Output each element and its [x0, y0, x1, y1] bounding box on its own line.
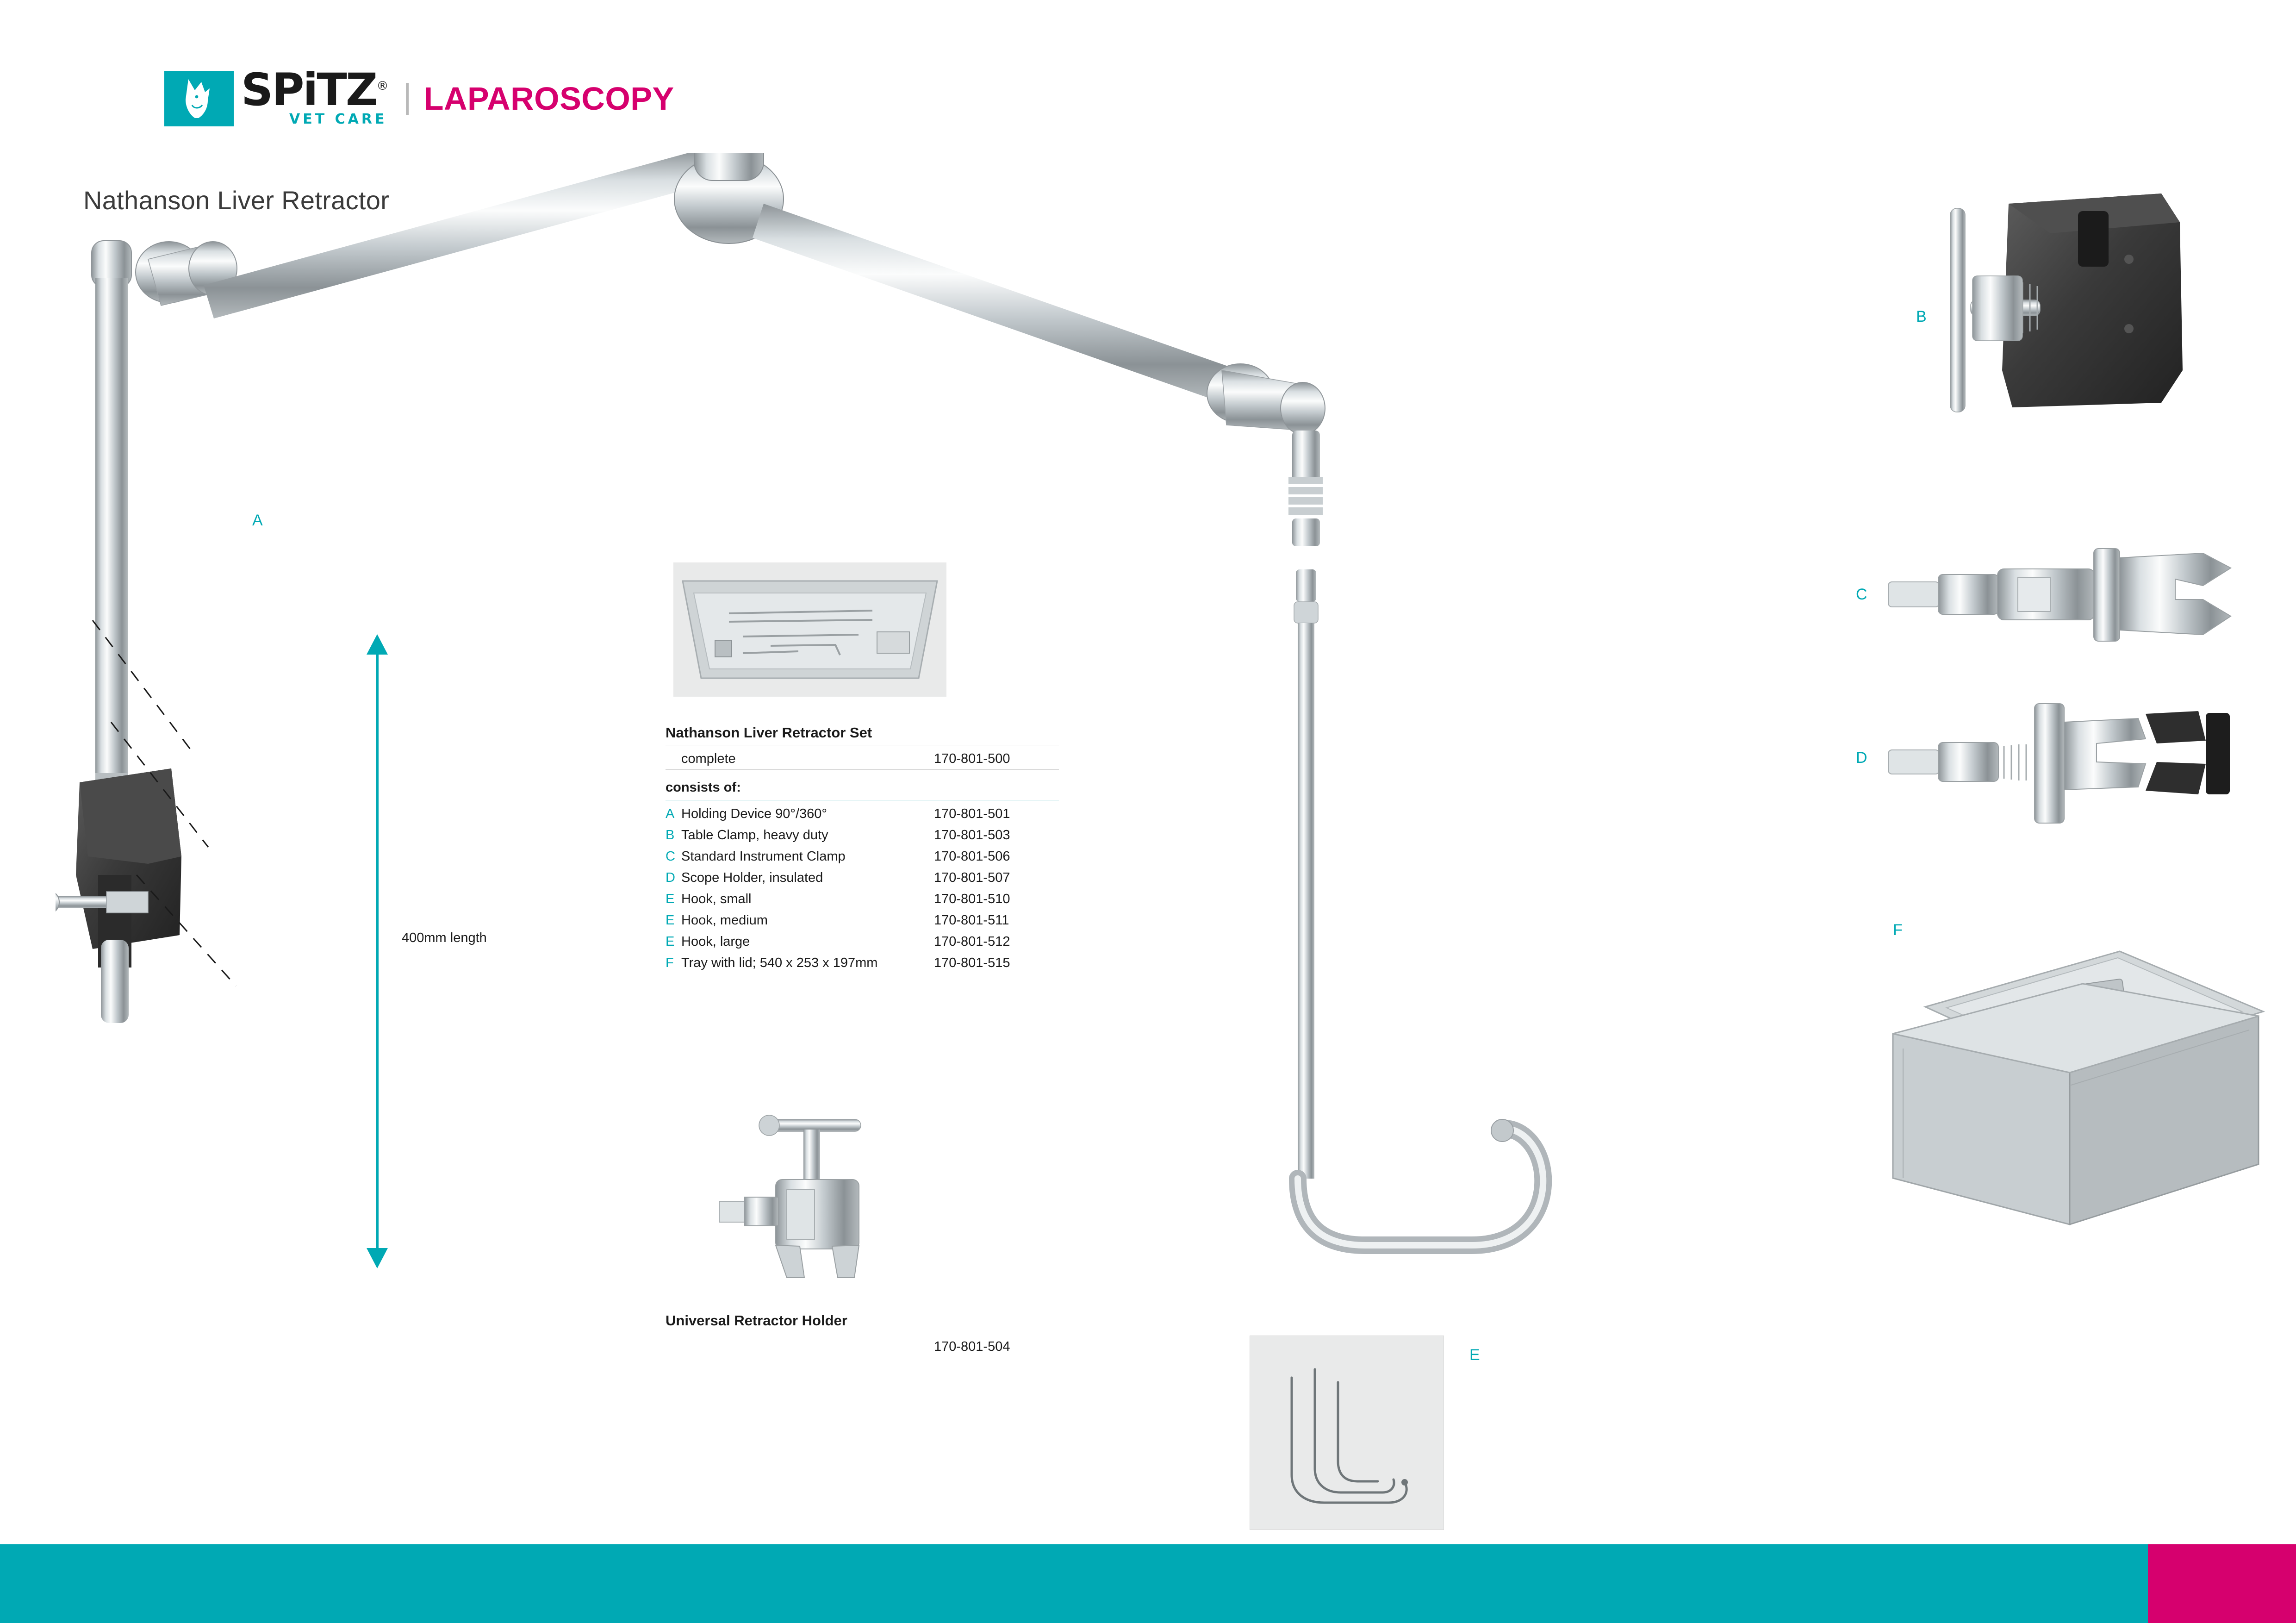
row-code: 170-801-503 — [934, 828, 1010, 843]
row-code: 170-801-501 — [934, 806, 1010, 821]
row-ref: E — [666, 934, 675, 949]
row-desc: Scope Holder, insulated — [681, 870, 823, 885]
row-desc: Hook, medium — [681, 913, 768, 928]
row-code: 170-801-507 — [934, 870, 1010, 885]
holder-table-title: Universal Retractor Holder — [666, 1312, 847, 1329]
hooks-thumbnail-image — [1250, 1336, 1444, 1529]
row-ref: E — [666, 913, 675, 928]
upper-right-arm — [753, 204, 1226, 400]
row-desc: Holding Device 90°/360° — [681, 806, 827, 821]
row-code: 170-801-504 — [934, 1339, 1010, 1354]
table-clamp-left — [56, 768, 181, 1023]
row-desc: Tray with lid; 540 x 253 x 197mm — [681, 955, 878, 970]
callout-c: C — [1856, 586, 1867, 603]
row-code: 170-801-506 — [934, 849, 1010, 864]
consists-of-label — [666, 773, 1059, 800]
table-row — [666, 952, 1059, 974]
callout-d: D — [1856, 749, 1867, 767]
dimension-arrow-400mm — [356, 634, 398, 1268]
footer-bar-pink — [2148, 1544, 2296, 1623]
divider — [666, 769, 1059, 770]
dimension-label: 400mm length — [402, 930, 487, 945]
table-row — [666, 931, 1059, 952]
table-row — [666, 803, 1059, 824]
table-row — [666, 910, 1059, 931]
row-code: 170-801-511 — [934, 913, 1009, 928]
brand-tagline: VET CARE — [289, 111, 387, 128]
table-row — [666, 867, 1059, 888]
consists-of-text: consists of: — [666, 780, 741, 795]
table-clamp-image — [1911, 185, 2226, 454]
vertical-post — [92, 241, 131, 792]
row-ref: E — [666, 892, 675, 906]
scope-holder-image — [1879, 694, 2272, 833]
holder-table — [666, 1312, 1059, 1357]
row-ref: C — [666, 849, 675, 864]
row-ref: D — [666, 870, 675, 885]
brand-name-text: SPiTZ — [241, 64, 377, 116]
tray-large-image — [1860, 900, 2277, 1271]
row-code: 170-801-512 — [934, 934, 1010, 949]
table-row — [666, 846, 1059, 867]
parts-table-title: Nathanson Liver Retractor Set — [666, 724, 872, 741]
hooks-thumbnail-box — [1250, 1336, 1444, 1530]
row-code: 170-801-510 — [934, 892, 1010, 906]
dog-head-icon — [181, 76, 217, 120]
page-title: Nathanson Liver Retractor — [83, 186, 390, 215]
upper-left-arm — [204, 153, 709, 318]
registered-mark: ® — [376, 79, 387, 93]
row-desc: Hook, small — [681, 892, 752, 906]
table-row-complete — [666, 748, 1059, 769]
universal-holder-image — [694, 1102, 916, 1296]
header-divider: | — [403, 76, 412, 115]
row-ref: B — [666, 828, 675, 843]
header-section-title: LAPAROSCOPY — [423, 80, 674, 117]
callout-b: B — [1916, 308, 1927, 325]
table-row — [666, 824, 1059, 846]
row-desc: Table Clamp, heavy duty — [681, 828, 828, 843]
spitz-logo-mark — [164, 71, 234, 126]
table-row — [666, 888, 1059, 910]
brand-name — [241, 64, 387, 116]
table-row-holder — [666, 1336, 1059, 1357]
row-desc: complete — [681, 751, 736, 766]
right-ball-joint — [1207, 364, 1325, 434]
row-ref: F — [666, 955, 674, 970]
row-code: 170-801-500 — [934, 751, 1010, 766]
callout-f: F — [1893, 921, 1903, 939]
callout-a: A — [252, 512, 263, 529]
tray-thumbnail-image — [673, 562, 946, 697]
instrument-clamp-image — [1879, 530, 2272, 669]
brand-header — [164, 64, 674, 128]
callout-e: E — [1469, 1346, 1480, 1364]
row-ref: A — [666, 806, 675, 821]
row-desc: Standard Instrument Clamp — [681, 849, 846, 864]
footer-bar-teal — [0, 1544, 2296, 1623]
spitz-wordmark — [241, 64, 387, 128]
row-code: 170-801-515 — [934, 955, 1010, 970]
parts-table — [666, 724, 1059, 974]
retractor-hook-large — [1294, 569, 1543, 1245]
row-desc: Hook, large — [681, 934, 750, 949]
scope-holder-clamp — [1288, 431, 1323, 546]
